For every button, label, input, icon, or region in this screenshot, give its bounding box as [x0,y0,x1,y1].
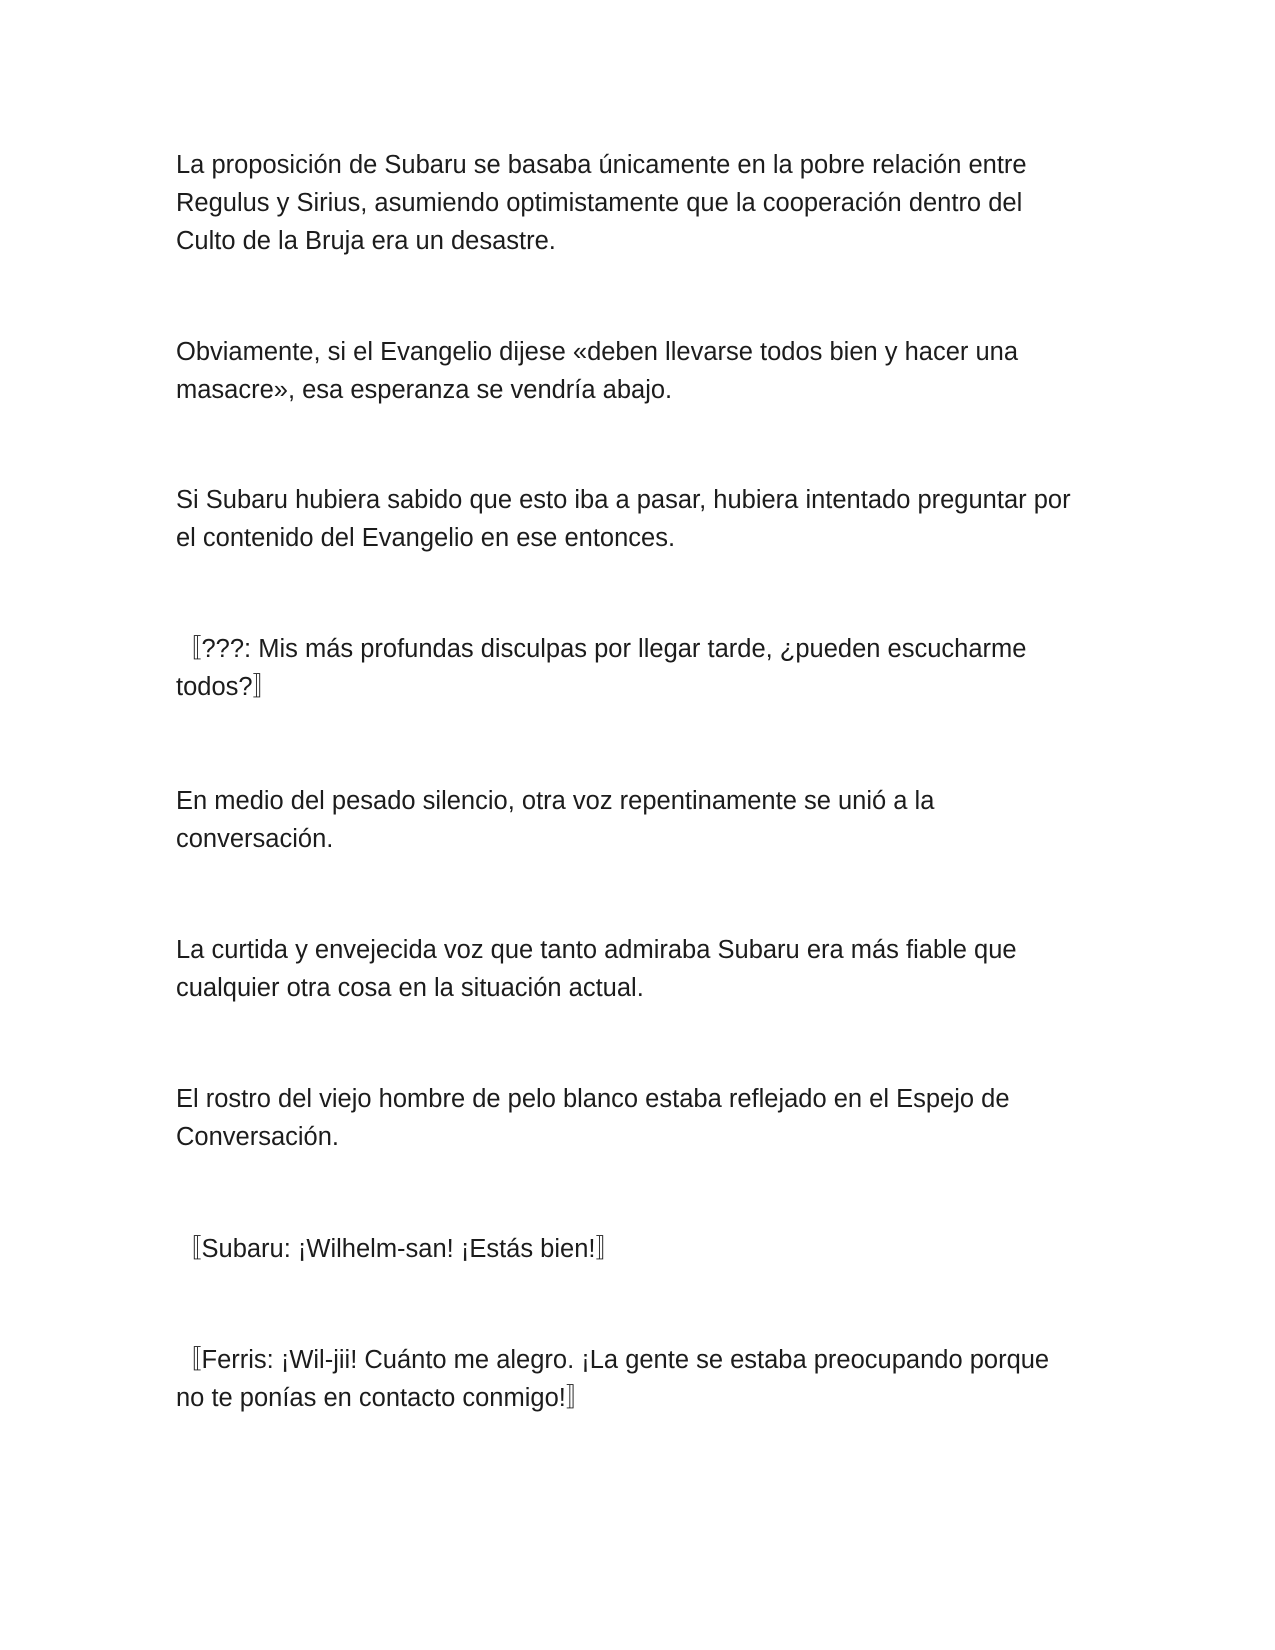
paragraph-2: Obviamente, si el Evangelio dijese «deben llevarse todos bien y hacer una masacre», esa esperanza se vendría abajo. [176,338,1019,404]
paragraph-5: En medio del pesado silencio, otra voz repentinamente se unió a la conversación. [176,787,935,853]
paragraph-7: El rostro del viejo hombre de pelo blanco estaba reflejado en el Espejo de Conversación. [176,1085,1010,1151]
dialogue-subaru: 〚Subaru: ¡Wilhelm-san! ¡Estás bien!〛 [176,1235,621,1263]
paragraph-6: La curtida y envejecida voz que tanto admiraba Subaru era más fiable que cualquier otra cosa en la situación actual. [176,936,1017,1002]
paragraph-1: La proposición de Subaru se basaba únicamente en la pobre relación entre Regulus y Sirius, asumiendo optimistamente que la cooperación dentro del Culto de la Bruja era un desastre. [176,151,1027,255]
paragraph-3: Si Subaru hubiera sabido que esto iba a pasar, hubiera intentado preguntar por el contenido del Evangelio en ese entonces. [176,486,1071,552]
dialogue-unknown: 〚???: Mis más profundas disculpas por llegar tarde, ¿pueden escucharme todos?〛 [176,635,1027,701]
dialogue-ferris: 〚Ferris: ¡Wil-jii! Cuánto me alegro. ¡La gente se estaba preocupando porque no te ponías en contacto conmigo!〛 [176,1346,1050,1412]
